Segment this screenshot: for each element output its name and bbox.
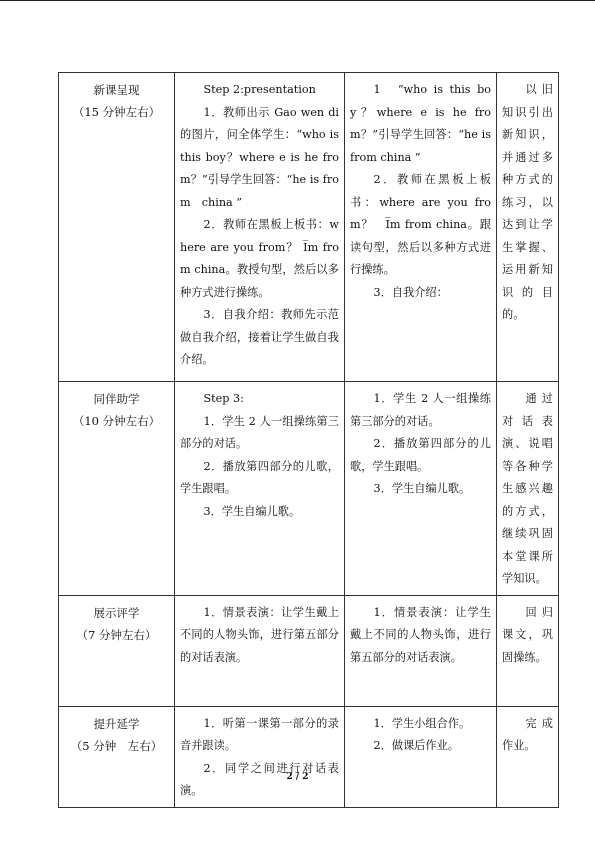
stage-name: 新课呈现 — [93, 83, 140, 97]
table-row — [59, 382, 559, 596]
stage-name: 展示评学 — [93, 605, 140, 620]
stage-cell — [59, 706, 175, 807]
stage-time: （15 分钟左右） — [72, 105, 161, 119]
purpose-text: 完成作业。 — [502, 716, 553, 752]
stage-time: （5 分钟 左右） — [70, 738, 163, 753]
table-row — [59, 73, 559, 382]
teacher-step: 3．自我介绍：教师先示范做自我介绍，接着让学生做自我介绍。 — [180, 308, 339, 366]
teacher-step: 2．播放第四部分的儿歌，学生跟唱。 — [180, 459, 339, 495]
teacher-step: 1．情景表演：让学生戴上不同的人物头饰，进行第五部分的对话表演。 — [180, 605, 339, 664]
student-step: 3．学生自编儿歌。 — [373, 482, 471, 495]
stage-cell — [59, 382, 175, 596]
stage-cell — [59, 73, 175, 382]
purpose-cell — [497, 706, 559, 807]
teacher-step: 2．教师在黑板上板书：where are you from？ I̅m from china。教授句型，然后以多种方式进行操练。 — [180, 218, 339, 299]
purpose-cell — [497, 73, 559, 382]
table-row — [59, 706, 559, 807]
teacher-activity-cell — [175, 706, 345, 807]
top-rule — [0, 0, 595, 1]
student-step: 2．播放第四部分的儿歌，学生跟唱。 — [350, 437, 491, 473]
student-activity-cell — [345, 382, 497, 596]
purpose-cell — [497, 382, 559, 596]
step-heading: Step 2:presentation — [203, 83, 316, 96]
teacher-activity-cell — [175, 73, 345, 382]
page-number: 2 / 2 — [286, 772, 309, 782]
student-activity-cell — [345, 73, 497, 382]
student-step: 1．情景表演：让学生戴上不同的人物头饰，进行第五部分的对话表演。 — [350, 605, 491, 664]
table-row — [59, 595, 559, 706]
teacher-activity-cell — [175, 595, 345, 706]
stage-cell — [59, 595, 175, 706]
lesson-plan-table — [58, 72, 559, 808]
teacher-activity-cell — [175, 382, 345, 596]
student-step: 1．学生小组合作。 — [373, 716, 471, 730]
purpose-cell — [497, 595, 559, 706]
student-step: 1 “who is this boy？where e is he from？”引导学生回答：“he is from china ” — [350, 83, 491, 164]
stage-name: 同伴助学 — [93, 392, 140, 406]
student-step: 2．教师在黑板上板书：where are you from？ I̅m from china。跟读句型，然后以多种方式进行操练。 — [350, 173, 491, 276]
purpose-text: 以旧知识引出新知识，并通过多种方式的练习，以达到让学生掌握、运用新知识的目的。 — [502, 83, 553, 321]
stage-name: 提升延学 — [93, 716, 140, 731]
stage-time: （10 分钟左右） — [72, 414, 161, 428]
student-activity-cell — [345, 595, 497, 706]
teacher-step: 1．教师出示 Gao wen di 的图片，问全体学生：“who is this boy？where e is he from？”引导学生回答：“he is from china ” — [180, 105, 339, 209]
teacher-step: 2．同学之间进行对话表演。 — [180, 761, 339, 797]
step-heading: Step 3: — [203, 392, 244, 405]
student-activity-cell — [345, 706, 497, 807]
teacher-step: 3．学生自编儿歌。 — [203, 504, 301, 518]
student-step: 1．学生 2 人一组操练第三部分的对话。 — [350, 392, 491, 428]
teacher-step: 1．学生 2 人一组操练第三部分的对话。 — [180, 414, 339, 450]
stage-time: （7 分钟左右） — [76, 627, 157, 642]
purpose-text: 通过对话表演、说唱等各种学生感兴趣的方式，继续巩固本堂课所学知识。 — [502, 392, 553, 585]
teacher-step: 1．听第一课第一部分的录音并跟读。 — [180, 716, 339, 752]
student-step: 3．自我介绍： — [373, 285, 448, 299]
student-step: 2．做课后作业。 — [373, 739, 459, 752]
purpose-text: 回归课文，巩固操练。 — [502, 605, 553, 664]
